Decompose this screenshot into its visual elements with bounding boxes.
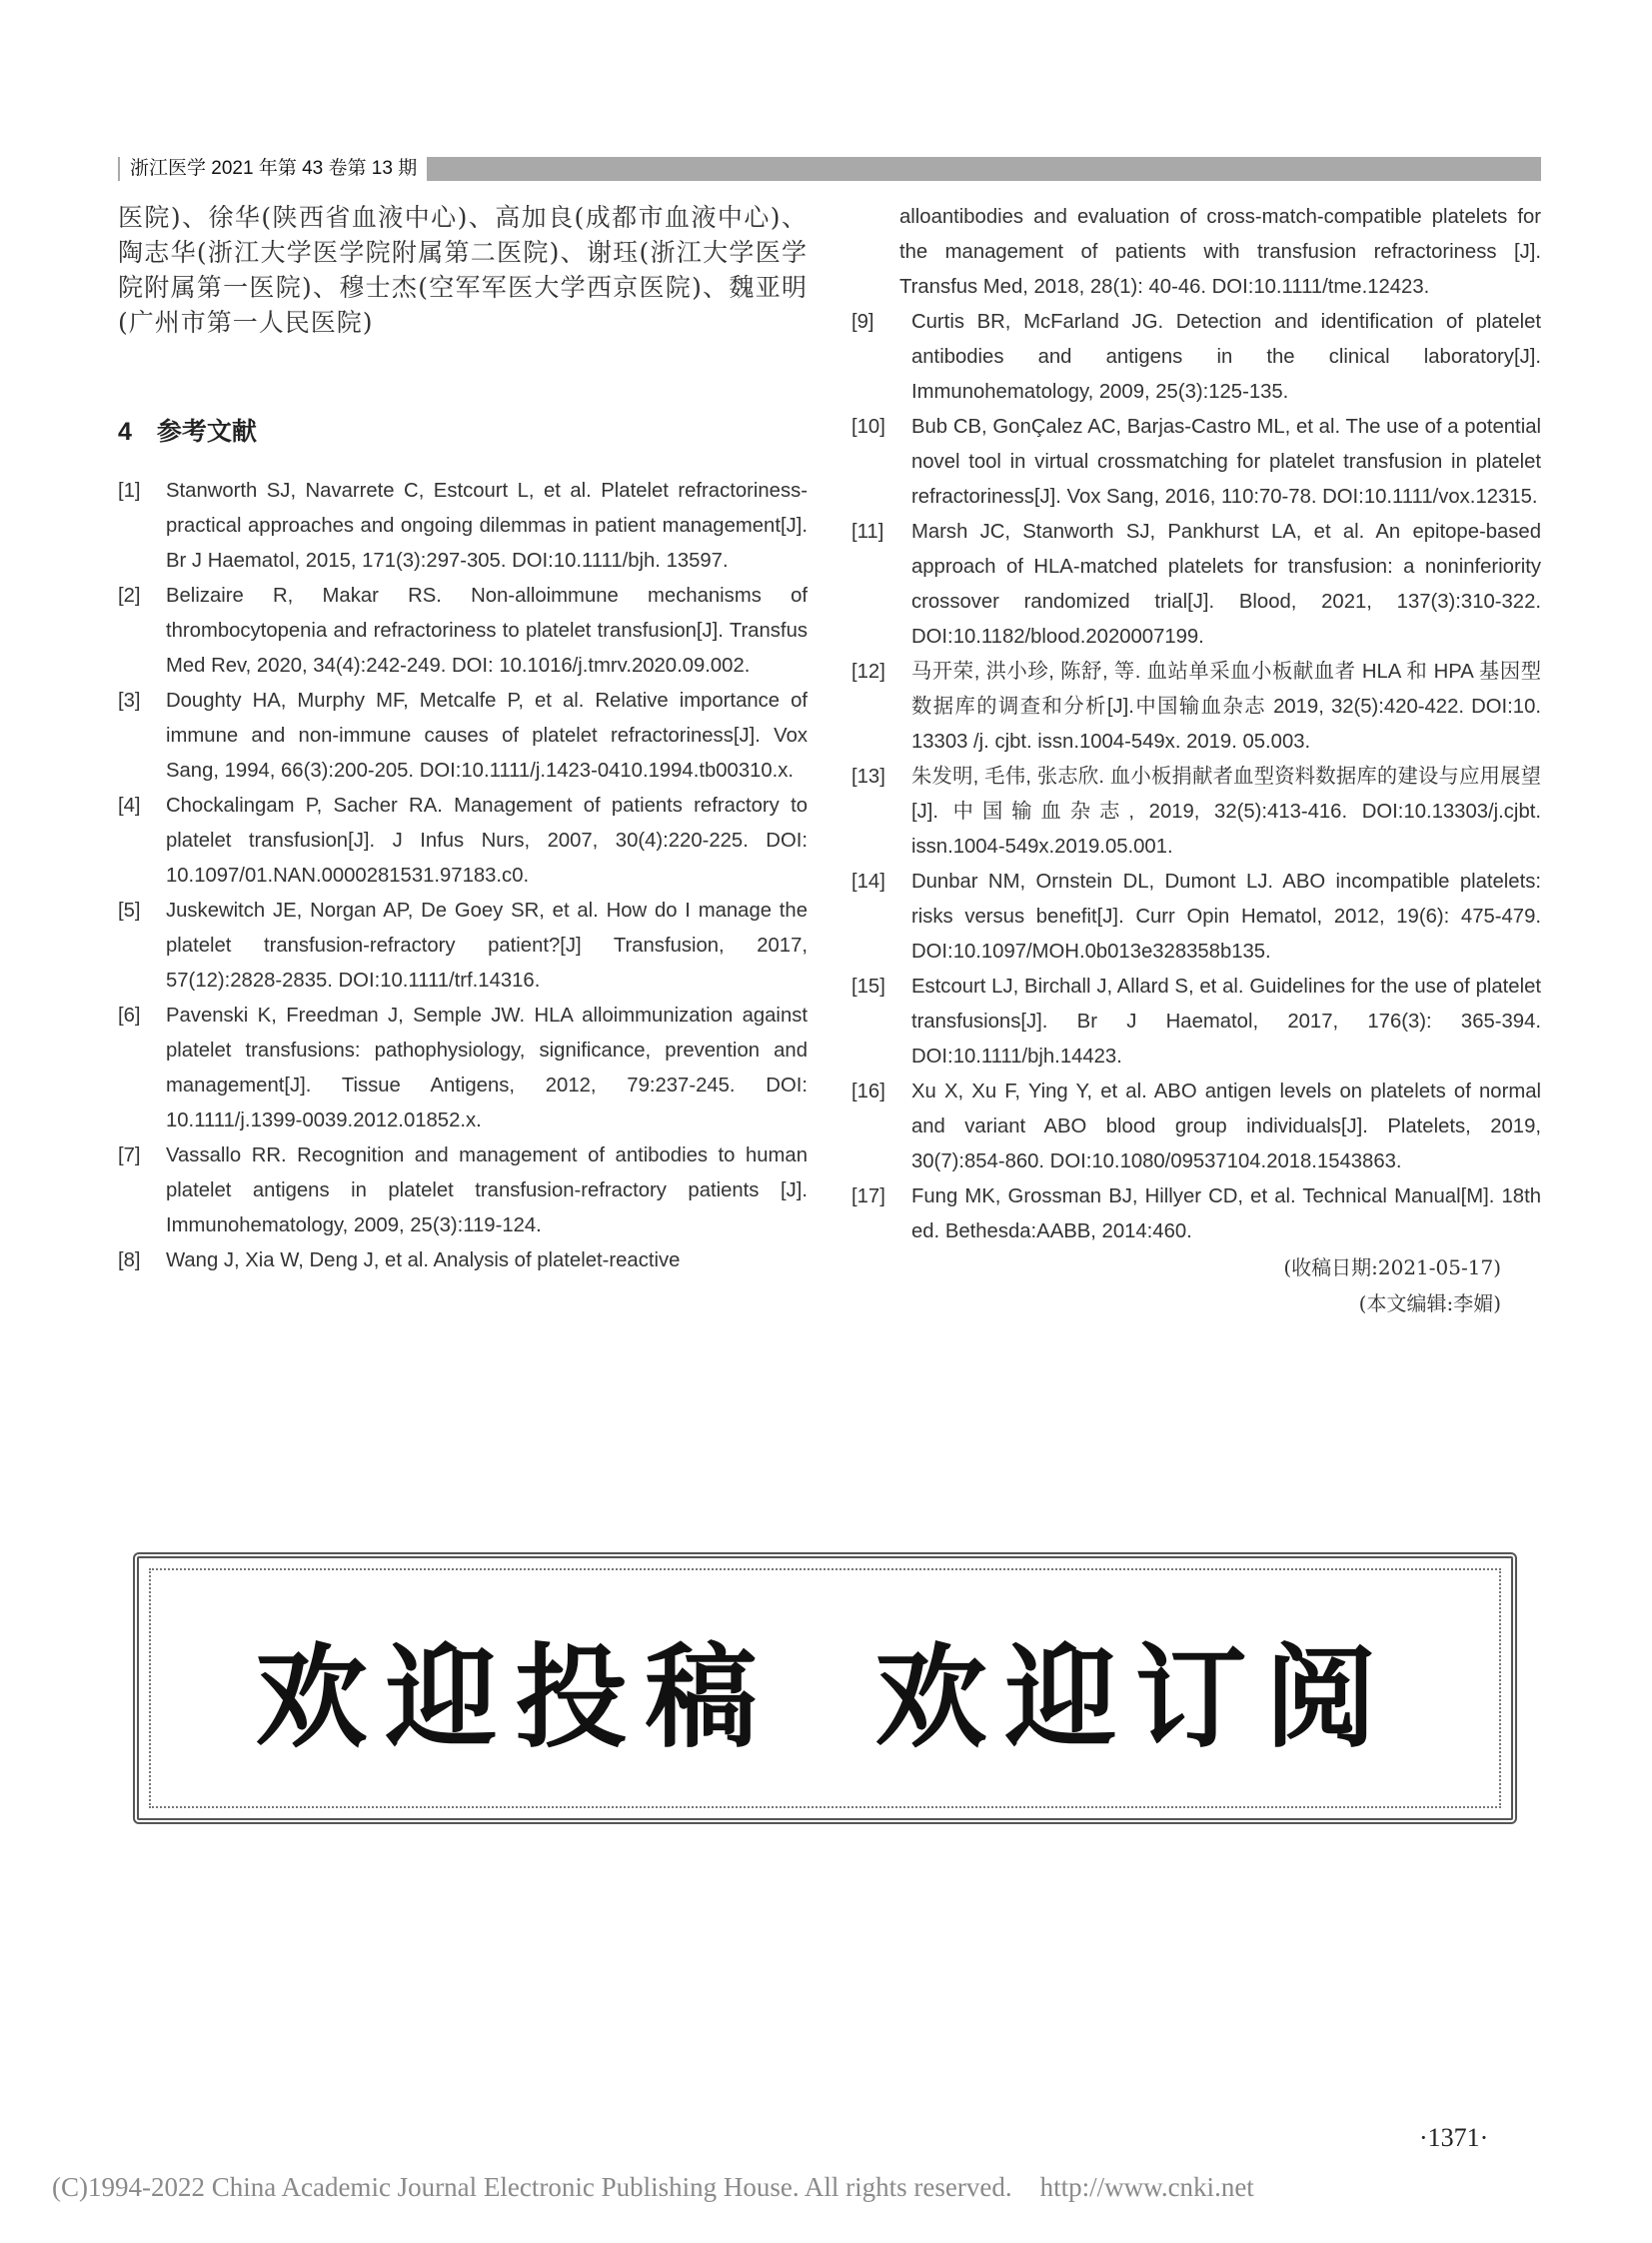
reference-item	[851, 515, 1541, 655]
copyright-footer	[52, 2172, 1254, 2203]
copyright-text: (C)1994-2022 China Academic Journal Electronic Publishing House. All rights reserved.	[52, 2172, 1012, 2202]
reference-text: Marsh JC, Stanworth SJ, Pankhurst LA, et al. An epitope-based approach of HLA-matched platelets for transfusion: a noninferiority crossover randomized trial[J]. Blood, 2021, 137(3):310-322. DOI:10.1182/blood.2020007199.	[911, 521, 1541, 648]
reference-item	[851, 410, 1541, 515]
reference-number: [8]	[118, 1249, 141, 1271]
reference-number: [14]	[851, 871, 885, 893]
reference-item	[118, 999, 808, 1138]
reference-number: [17]	[851, 1185, 885, 1207]
left-column	[118, 200, 808, 1278]
banner-submission-text: 欢迎投稿	[255, 1632, 776, 1763]
reference-item	[851, 970, 1541, 1075]
welcome-banner	[133, 1552, 1517, 1824]
reference-list-left	[118, 474, 808, 1278]
reference-number: [12]	[851, 661, 885, 683]
reference-item	[851, 865, 1541, 970]
reference-8-continuation: alloantibodies and evaluation of cross-match-compatible platelets for the management of patients with transfusion refractoriness [J]. Transfus Med, 2018, 28(1): 40-46. DOI:10.1111/tme.12423.	[899, 206, 1541, 298]
reference-number: [9]	[851, 311, 874, 333]
reference-text: Curtis BR, McFarland JG. Detection and identification of platelet antibodies and antigens in the clinical laboratory[J]. Immunohematology, 2009, 25(3):125-135.	[911, 311, 1541, 403]
reference-text: Wang J, Xia W, Deng J, et al. Analysis of platelet-reactive	[166, 1249, 681, 1271]
reference-text: Xu X, Xu F, Ying Y, et al. ABO antigen levels on platelets of normal and variant ABO blood group individuals[J]. Platelets, 2019, 30(7):854-860. DOI:10.1080/09537104.2018.1543863.	[911, 1081, 1541, 1172]
reference-text: Fung MK, Grossman BJ, Hillyer CD, et al. Technical Manual[M]. 18th ed. Bethesda:AABB, 2014:460.	[911, 1185, 1541, 1242]
reference-item	[118, 474, 808, 579]
reference-item	[118, 894, 808, 999]
reference-number: [16]	[851, 1081, 885, 1103]
reference-number: [1]	[118, 480, 141, 502]
reference-item	[118, 1243, 808, 1278]
reference-item	[851, 1075, 1541, 1179]
reference-number: [10]	[851, 416, 885, 438]
reference-number: [4]	[118, 795, 141, 817]
reference-text: Chockalingam P, Sacher RA. Management of patients refractory to platelet transfusion[J]. J Infus Nurs, 2007, 30(4):220-225. DOI: 10.1097/01.NAN.0000281531.97183.c0.	[166, 795, 808, 887]
reference-text: Doughty HA, Murphy MF, Metcalfe P, et al. Relative importance of immune and non-immune causes of platelet refractoriness[J]. Vox Sang, 1994, 66(3):200-205. DOI:10.1111/j.1423-0410.1994.tb00310.x.	[166, 690, 808, 782]
reference-list-right	[851, 305, 1541, 1249]
reference-item	[118, 1138, 808, 1243]
reference-item	[851, 655, 1541, 760]
reference-item	[118, 684, 808, 789]
banner-text	[139, 1608, 1511, 1769]
reference-text: Vassallo RR. Recognition and management of antibodies to human platelet antigens in platelet transfusion-refractory patients [J]. Immunohematology, 2009, 25(3):119-124.	[166, 1144, 808, 1236]
reference-text: Stanworth SJ, Navarrete C, Estcourt L, et al. Platelet refractoriness-practical approaches and ongoing dilemmas in patient management[J]. Br J Haematol, 2015, 171(3):297-305. DOI:10.1111/bjh. 13597.	[166, 480, 808, 572]
reference-text: Bub CB, GonÇalez AC, Barjas-Castro ML, et al. The use of a potential novel tool in virtual crossmatching for platelet transfusion in platelet refractoriness[J]. Vox Sang, 2016, 110:70-78. DOI:10.1111/vox.12315.	[911, 416, 1541, 508]
reference-text: Pavenski K, Freedman J, Semple JW. HLA alloimmunization against platelet transfusions: pathophysiology, significance, prevention and management[J]. Tissue Antigens, 2012, 79:237-245. DOI: 10.1111/j.1399-0039.2012.01852.x.	[166, 1005, 808, 1131]
reference-number: [6]	[118, 1005, 141, 1027]
cnki-url[interactable]: http://www.cnki.net	[1039, 2172, 1254, 2202]
reference-text: Dunbar NM, Ornstein DL, Dumont LJ. ABO incompatible platelets: risks versus benefit[J]. Curr Opin Hematol, 2012, 19(6): 475-479. DOI:10.1097/MOH.0b013e328358b135.	[911, 871, 1541, 963]
page-number: ·1371·	[1419, 2123, 1489, 2152]
reference-text: Juskewitch JE, Norgan AP, De Goey SR, et al. How do I manage the platelet transfusion-refractory patient?[J] Transfusion, 2017, 57(12):2828-2835. DOI:10.1111/trf.14316.	[166, 900, 808, 992]
reference-number: [5]	[118, 900, 141, 922]
reference-item	[118, 579, 808, 684]
reference-number: [3]	[118, 690, 141, 712]
reference-number: [15]	[851, 976, 885, 998]
reference-item	[851, 760, 1541, 865]
reference-number: [11]	[851, 521, 884, 543]
reference-number: [2]	[118, 585, 141, 607]
right-column	[851, 200, 1541, 1321]
reference-text: Belizaire R, Makar RS. Non-alloimmune mechanisms of thrombocytopenia and refractoriness to platelet transfusion[J]. Transfus Med Rev, 2020, 34(4):242-249. DOI: 10.1016/j.tmrv.2020.09.002.	[166, 585, 808, 677]
reference-number: [13]	[851, 766, 885, 788]
journal-header: 浙江医学 2021 年第 43 卷第 13 期	[120, 156, 427, 182]
reference-item	[118, 789, 808, 894]
editor-note: (本文编辑:李媚)	[1358, 1291, 1501, 1315]
banner-subscription-text: 欢迎订阅	[874, 1632, 1395, 1763]
reference-item	[851, 1179, 1541, 1249]
reference-item	[851, 305, 1541, 410]
acknowledgement-text: 医院)、徐华(陕西省血液中心)、高加良(成都市血液中心)、陶志华(浙江大学医学院附属第二医院)、谢珏(浙江大学医学院附属第一医院)、穆士杰(空军军医大学西京医院)、魏亚明(广州市第一人民医院)	[118, 203, 808, 337]
received-date: (收稿日期:2021-05-17)	[1283, 1255, 1501, 1279]
reference-text: 朱发明, 毛伟, 张志欣. 血小板捐献者血型资料数据库的建设与应用展望[J]. 中国输血杂志, 2019, 32(5):413-416. DOI:10.13303/j.cjbt. issn.1004-549x.2019.05.001.	[911, 766, 1541, 858]
reference-text: Estcourt LJ, Birchall J, Allard S, et al. Guidelines for the use of platelet transfusions[J]. Br J Haematol, 2017, 176(3): 365-394. DOI:10.1111/bjh.14423.	[911, 976, 1541, 1068]
references-heading: 4 参考文献	[118, 418, 257, 446]
reference-number: [7]	[118, 1144, 141, 1166]
reference-text: 马开荣, 洪小珍, 陈舒, 等. 血站单采血小板献血者 HLA 和 HPA 基因型数据库的调查和分析[J].中国输血杂志 2019, 32(5):420-422. DOI:10. 13303 /j. cjbt. issn.1004-549x. 2019. 05.003.	[911, 661, 1541, 753]
